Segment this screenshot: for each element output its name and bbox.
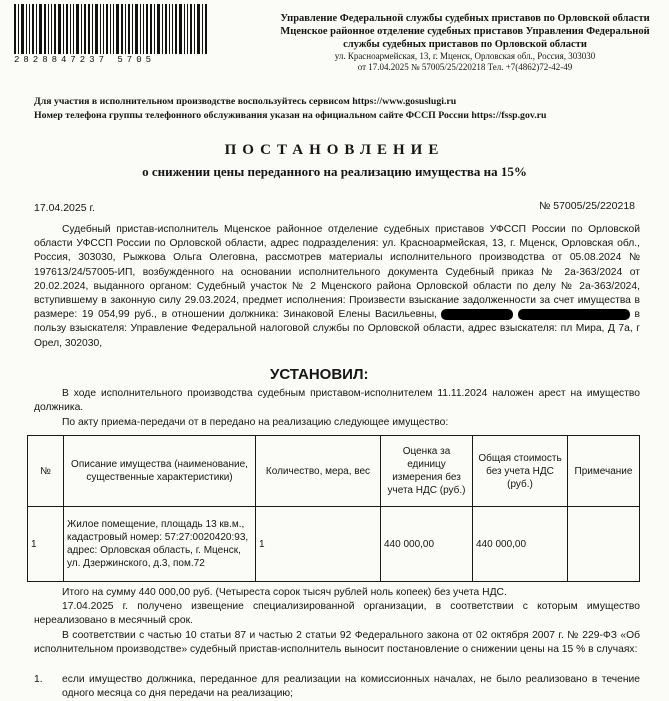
cell-unit-price: 440 000,00 [381,507,473,582]
table-row [28,507,640,582]
barcode-bar [116,4,119,54]
table-header-row [28,436,640,507]
established-heading: УСТАНОВИЛ: [270,366,369,383]
barcode-bar [135,4,138,54]
barcode-bar [58,4,61,54]
barcode-bar [63,4,64,54]
barcode-bar [106,4,108,54]
list-item [34,673,640,701]
barcode-bar [76,4,79,54]
document-subtitle: о снижении цены переданного на реализацию имущества на 15% [142,164,527,179]
cell-note [568,507,640,582]
barcode-bar [190,4,192,54]
barcode-bar [110,4,111,54]
barcode-bar [54,4,56,54]
barcode-number: 2828847237 5705 [14,55,156,65]
barcode-bar [88,4,90,54]
redaction-mark [518,309,630,320]
barcode-bar [92,4,93,54]
arrest-paragraph: В ходе исполнительного производства судебным приставом-исполнителем 11.11.2024 наложен арест на имущество должника. [34,388,640,414]
barcode-bar [172,4,173,54]
barcode-bar [194,4,195,54]
barcode-bar [39,4,42,54]
notice-paragraph: 17.04.2025 г. получено извещение специализированной организации, в соответствии с которым имущество нереализовано в месячный срок. [34,601,640,627]
cases-list [34,673,640,701]
barcode-bar [84,4,86,54]
barcode-bar [29,4,30,54]
barcode-bar [202,4,203,54]
creditor-text: в пользу взыскателя: Управление Федеральной налоговой службы по Орловской области, адрес взыскателя: пл Мира, Д 7а, г Орел, 302030, [34,309,640,349]
intro-paragraph [34,223,640,351]
document-number: № 57005/25/220218 [539,200,635,212]
law-paragraph: В соответствии с частью 10 статьи 87 и частью 2 статьи 92 Федерального закона от 02 октября 2007 г. № 229-ФЗ «Об исполнительном производстве» судебный пристав-исполнитель выносит постановление о снижении цены на 15 % в случаях: [34,630,640,656]
cell-total-price: 440 000,00 [473,507,568,582]
header-number: № [28,436,64,507]
agency-address: ул. Красноармейская, 13, г. Мценск, Орловская обл., Россия, 303030 [334,51,596,61]
barcode-bar [184,4,185,54]
barcode-bar [150,4,152,54]
intro-main-text: Судебный пристав-исполнитель Мценское районное отделение судебных приставов УФССП России по Орловской области УФССП России по Орловской области, адрес подразделения: ул. Красноармейская, 13, г. Мценск, Орловская обл., Россия, 303030, Рыжкова Ольга Олеговна, рассмотрев материалы исполнительного производства от 05.08.2024 № 197613/24/57005-ИП, возбужденного на основании исполнительного документа Судебный приказ № 2а-363/2024 от 20.02.2024, выданного органом: Судебный участок № 2 Мценского района Орловской области по делу № 2а-363/2024, вступившему в законную силу 29.03.2024, предмет исполнения: Произвести взыскание задолженности за счет имущества в размере: 19 054,99 руб., в отношении должника: Зинаковой Елены Васильевны, [34,224,640,321]
header-total-price: Общая стоимость без учета НДС (руб.) [473,436,568,507]
barcode-bar [32,4,34,54]
barcode [14,4,224,54]
barcode-bar [187,4,188,54]
barcode-bar [125,4,126,54]
agency-line-2: Мценское районное отделение судебных приставов Управления Федеральной службы судебных приставов по Орловской области [280,26,650,50]
barcode-bar [140,4,141,54]
cell-number: 1 [28,507,64,582]
barcode-bar [26,4,27,54]
document-date: 17.04.2025 г. [34,202,95,214]
barcode-bar [121,4,123,54]
barcode-bar [197,4,200,54]
barcode-bar [143,4,144,54]
cell-description: Жилое помещение, площадь 13 кв.м., кадастровый номер: 57:27:0020420:93, адрес: Орловская область, г. Мценск, ул. Дзержинского, д.3, пом.72 [64,507,256,582]
barcode-bar [100,4,101,54]
barcode-bar [70,4,71,54]
header-unit-price: Оценка за единицу измерения без учета НДС (руб.) [381,436,473,507]
barcode-bar [14,4,16,54]
total-paragraph: Итого на сумму 440 000,00 руб. (Четыреста сорок тысяч рублей ноль копеек) без учета НДС. [62,587,507,598]
barcode-bar [18,4,19,54]
barcode-bar [205,4,207,54]
barcode-bar [175,4,177,54]
barcode-bar [154,4,155,54]
barcode-bar [179,4,182,54]
barcode-bar [157,4,160,54]
header-quantity: Количество, мера, вес [256,436,381,507]
header-note: Примечание [568,436,640,507]
barcode-bar [113,4,114,54]
gosuslugi-note: Для участия в исполнительном производстве воспользуйтесь сервисом https://www.gosuslugi.ru [34,96,457,107]
barcode-block [14,4,224,65]
barcode-bar [81,4,82,54]
phone-note: Номер телефона группы телефонного обслуживания указан на официальном сайте ФССП России https://fssp.gov.ru [34,110,547,121]
barcode-bar [132,4,133,54]
barcode-bar [162,4,163,54]
barcode-bar [36,4,37,54]
agency-header [280,12,650,73]
barcode-bar [95,4,98,54]
service-notes [34,95,654,123]
barcode-bar [128,4,130,54]
list-item-number: 1. [34,674,43,685]
property-table [27,435,640,582]
barcode-bar [51,4,52,54]
redaction-mark [441,309,513,320]
barcode-bar [169,4,170,54]
barcode-bar [73,4,74,54]
agency-date-phone: от 17.04.2025 № 57005/25/220218 Тел. +7(4862)72-42-49 [357,62,573,72]
barcode-bar [21,4,24,54]
barcode-bar [48,4,49,54]
agency-line-1: Управление Федеральной службы судебных приставов по Орловской области [280,13,650,24]
document-title: ПОСТАНОВЛЕНИЕ [224,142,445,158]
barcode-bar [103,4,104,54]
barcode-bar [66,4,68,54]
cell-quantity: 1 [256,507,381,582]
transfer-act-paragraph: По акту приема-передачи от в передано на реализацию следующее имущество: [62,417,449,428]
barcode-bar [146,4,148,54]
header-description: Описание имущества (наименование, существенные характеристики) [64,436,256,507]
list-item-text: если имущество должника, переданное для реализации на комиссионных началах, не было реализовано в течение одного месяца со дня передачи на реализацию; [62,674,640,699]
barcode-bar [44,4,46,54]
barcode-bar [165,4,167,54]
